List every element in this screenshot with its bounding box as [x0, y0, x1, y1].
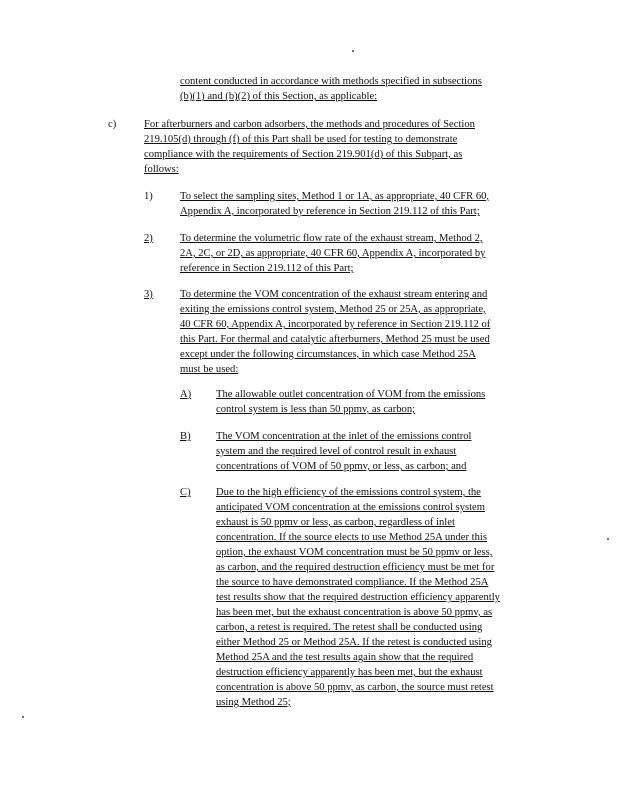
- subitem-c-line: option, the exhaust VOM concentration must be 50 ppmv or less,: [216, 547, 493, 558]
- section-c-line: follows:: [144, 164, 179, 175]
- subitem-c-line: destruction efficiency apparently has been met, but the exhaust: [216, 667, 483, 678]
- item-3-line: this Part. For thermal and catalytic afterburners, Method 25 must be used: [180, 334, 490, 345]
- subitem-c-line: either Method 25 or Method 25A. If the retest is conducted using: [216, 637, 492, 648]
- section-c-line: For afterburners and carbon adsorbers, the methods and procedures of Section: [144, 119, 475, 130]
- subitem-c-line: test results show that the required destruction efficiency apparently: [216, 592, 500, 603]
- subitem-a-label: A): [180, 389, 192, 400]
- subitem-b-line: The VOM concentration at the inlet of the emissions control: [216, 431, 472, 442]
- item-3-line: To determine the VOM concentration of the exhaust stream entering and: [180, 289, 488, 300]
- subitem-c-line: as carbon, and the required destruction efficiency must be met for: [216, 562, 495, 573]
- subitem-b-line: system and the required level of control result in exhaust: [216, 446, 457, 457]
- subitem-b-line: concentrations of VOM of 50 ppmv, or less, as carbon; and: [216, 461, 467, 472]
- subitem-c-line: Due to the high efficiency of the emissions control system, the: [216, 487, 481, 498]
- item-1-label: 1): [144, 191, 153, 202]
- subitem-b-label: B): [180, 431, 191, 442]
- item-2-line: To determine the volumetric flow rate of the exhaust stream, Method 2,: [180, 233, 483, 244]
- subitem-c-line: concentration is above 50 ppmv, as carbon, the source must retest: [216, 682, 494, 693]
- subitem-c-line: concentration. If the source elects to use Method 25A under this: [216, 532, 487, 543]
- subitem-c-line: has been met, but the exhaust concentration is above 50 ppmv, as: [216, 607, 493, 618]
- item-3-line: exiting the emissions control system, Method 25 or 25A, as appropriate,: [180, 304, 486, 315]
- intro-line: content conducted in accordance with methods specified in subsections: [180, 76, 482, 87]
- item-3-line: must be used:: [180, 364, 239, 375]
- section-c-line: compliance with the requirements of Section 219.901(d) of this Subpart, as: [144, 149, 463, 160]
- scan-speck: [352, 50, 354, 52]
- scan-speck: [22, 716, 24, 718]
- item-3-line: except under the following circumstances, in which case Method 25A: [180, 349, 476, 360]
- scan-speck: [607, 538, 609, 540]
- subitem-a-line: The allowable outlet concentration of VOM from the emissions: [216, 389, 486, 400]
- subitem-c-line: exhaust is 50 ppmv or less, as carbon, regardless of inlet: [216, 517, 455, 528]
- subitem-c-line: carbon, a retest is required. The retest shall be conducted using: [216, 622, 483, 633]
- item-3-label: 3): [144, 289, 153, 300]
- item-2-line: reference in Section 219.112 of this Part;: [180, 263, 354, 274]
- intro-line: (b)(1) and (b)(2) of this Section, as applicable:: [180, 91, 378, 102]
- item-2-label: 2): [144, 233, 153, 244]
- subitem-c-label: C): [180, 487, 191, 498]
- item-3-line: 40 CFR 60, Appendix A, incorporated by reference in Section 219.112 of: [180, 319, 491, 330]
- item-1-line: Appendix A, incorporated by reference in Section 219.112 of this Part;: [180, 206, 480, 217]
- subitem-c-line: anticipated VOM concentration at the emissions control system: [216, 502, 486, 513]
- subitem-c-line: Method 25A and the test results again show that the required: [216, 652, 474, 663]
- item-1-line: To select the sampling sites, Method 1 or 1A, as appropriate, 40 CFR 60,: [180, 191, 490, 202]
- subitem-a-line: control system is less than 50 ppmv, as carbon;: [216, 404, 416, 415]
- section-c-line: 219.105(d) through (f) of this Part shall be used for testing to demonstrate: [144, 134, 458, 145]
- section-c-label: c): [108, 119, 117, 130]
- item-2-line: 2A, 2C, or 2D, as appropriate, 40 CFR 60, Appendix A, incorporated by: [180, 248, 486, 259]
- subitem-c-line: the source to have demonstrated compliance. If the Method 25A: [216, 577, 489, 588]
- subitem-c-line: using Method 25;: [216, 697, 291, 708]
